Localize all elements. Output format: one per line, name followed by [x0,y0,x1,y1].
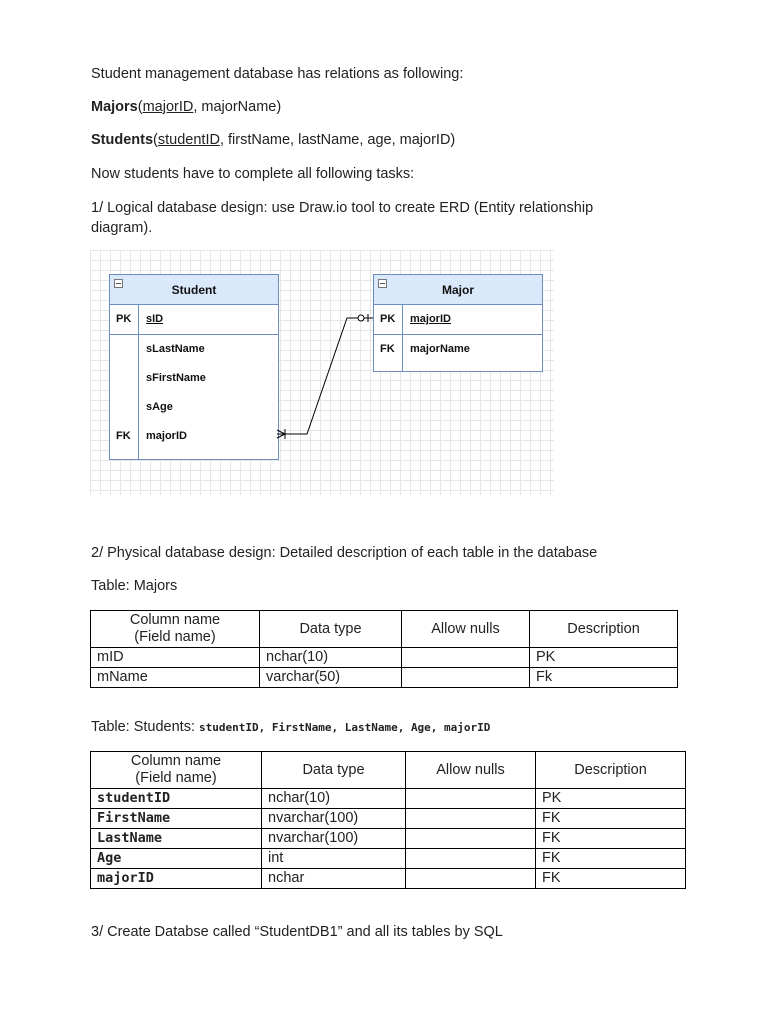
student-fk-field: majorID [146,430,187,442]
task1-line2: diagram). [91,220,153,236]
cell-column-name: mName [91,668,260,688]
table-row [91,809,686,829]
students-caption-prefix: Table: Students: [91,719,200,735]
table-row [91,648,678,668]
header-column-name-line2: (Field name) [135,770,217,786]
table-row [91,668,678,688]
tasks-line: Now students have to complete all following tasks: [91,166,415,182]
cell-data-type: nvarchar(100) [262,809,406,829]
cell-allow-nulls [406,849,536,869]
students-caption-columns: studentID, FirstName, LastName, Age, majorID [199,721,491,734]
cell-allow-nulls [402,668,530,688]
task2-heading: 2/ Physical database design: Detailed description of each table in the database [91,545,598,561]
header-description: Description [530,611,678,648]
header-column-name-line2: (Field name) [134,629,216,645]
cell-description: PK [530,648,678,668]
header-column-name [91,752,262,789]
student-entity-title: Student [171,283,217,297]
cell-data-type: varchar(50) [260,668,402,688]
cell-column-name: majorID [91,869,262,889]
students-table [90,751,686,889]
table-row [91,789,686,809]
cell-description: PK [536,789,686,809]
students-relation-name: Students [91,132,154,148]
table-header-row [91,611,678,648]
header-column-name-line1: Column name [130,753,222,769]
cell-description: FK [536,829,686,849]
cell-description: FK [536,809,686,829]
student-pk-field: sID [146,313,164,325]
major-fk-field: majorName [410,343,470,355]
cell-data-type: nchar(10) [262,789,406,809]
student-field-firstname: sFirstName [146,372,206,384]
header-data-type: Data type [260,611,402,648]
cell-data-type: nvarchar(100) [262,829,406,849]
majors-relation-open: ( [137,99,143,115]
students-relation-open: ( [153,132,158,148]
student-pk-label: PK [116,313,132,325]
students-relation [91,130,455,150]
majors-table [90,610,678,688]
cell-allow-nulls [406,829,536,849]
cell-column-name: Age [91,849,262,869]
cell-column-name: studentID [91,789,262,809]
majors-relation-key: majorID [142,99,194,115]
header-data-type: Data type [262,752,406,789]
intro-line: Student management database has relations as following: [91,66,464,82]
cell-description: Fk [530,668,678,688]
task3-line: 3/ Create Databse called “StudentDB1” and all its tables by SQL [91,924,503,940]
header-column-name-line1: Column name [129,612,221,628]
cell-description: FK [536,849,686,869]
majors-relation-name: Majors [91,99,138,115]
cell-data-type: nchar(10) [260,648,402,668]
header-description: Description [536,752,686,789]
cell-description: FK [536,869,686,889]
relationship-connector [90,250,554,495]
majors-table-caption: Table: Majors [91,578,178,594]
header-allow-nulls: Allow nulls [402,611,530,648]
student-fk-label: FK [116,430,131,442]
cell-column-name: LastName [91,829,262,849]
cell-column-name: FirstName [91,809,262,829]
student-field-age: sAge [146,401,173,413]
majors-relation [91,97,281,117]
cell-allow-nulls [406,869,536,889]
cell-allow-nulls [402,648,530,668]
student-field-lastname: sLastName [146,343,205,355]
table-row [91,829,686,849]
major-fk-label: FK [380,343,395,355]
task1-line1: 1/ Logical database design: use Draw.io tool to create ERD (Entity relationship [91,200,594,216]
cell-allow-nulls [406,789,536,809]
major-pk-field: majorID [410,313,451,325]
header-column-name [91,611,260,648]
cell-data-type: int [262,849,406,869]
major-pk-label: PK [380,313,396,325]
header-allow-nulls: Allow nulls [406,752,536,789]
cell-column-name: mID [91,648,260,668]
table-row [91,869,686,889]
erd-diagram [90,250,554,495]
students-table-caption [91,717,490,738]
table-header-row [91,752,686,789]
students-relation-key: studentID [157,132,220,148]
cell-data-type: nchar [262,869,406,889]
majors-relation-rest: , majorName) [193,99,282,115]
table-row [91,849,686,869]
cell-allow-nulls [406,809,536,829]
major-entity-title: Major [441,283,474,297]
students-relation-rest: , firstName, lastName, age, majorID) [219,132,456,148]
